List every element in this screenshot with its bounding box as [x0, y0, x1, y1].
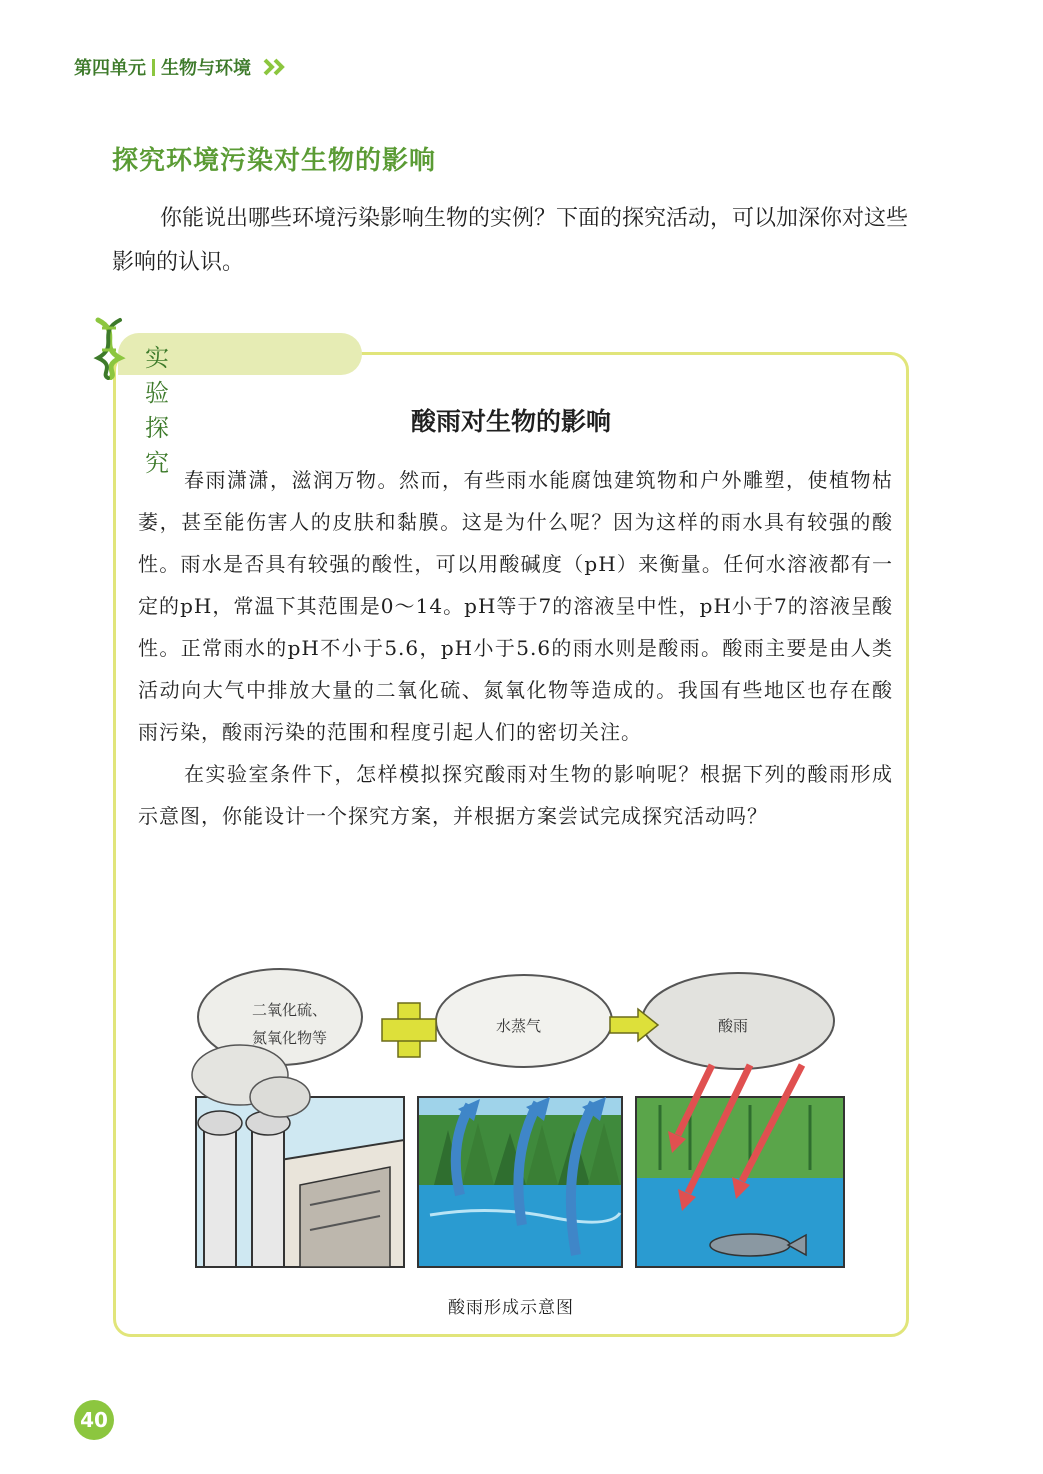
factory-panel — [196, 1097, 404, 1267]
intro-paragraph: 你能说出哪些环境污染影响生物的实例？下面的探究活动，可以加深你对这些影响的认识。 — [112, 206, 909, 275]
figure-caption: 酸雨形成示意图 — [448, 1298, 574, 1318]
body-paragraph: 春雨潇潇，滋润万物。然而，有些雨水能腐蚀建筑物和户外雕塑，使植物枯萎，甚至能伤害人的皮肤和黏膜。这是为什么呢？因为这样的雨水具有较强的酸性。雨水是否具有较强的酸性，可以用酸碱度（pH）来衡量。任何水溶液都有一定的pH，常温下其范围是0～14。pH等于7的溶液呈中性，pH小于7的溶液呈酸性。正常雨水的pH不小于5.6，pH小于5.6的雨水则是酸雨。酸雨主要是由人类活动向大气中排放大量的二氧化硫、氮氧化物等造成的。我国有些地区也存在酸雨污染，酸雨污染的范围和程度引起人们的密切关注。 — [138, 468, 893, 744]
topic-label: 生物与环境 — [161, 58, 251, 79]
body-paragraph: 在实验室条件下，怎样模拟探究酸雨对生物的影响呢？根据下列的酸雨形成示意图，你能设计一个探究方案，并根据方案尝试完成探究活动吗？ — [138, 762, 893, 828]
page-number: 40 — [74, 1400, 114, 1440]
header-divider — [152, 59, 155, 76]
plus-icon — [382, 1003, 436, 1057]
double-chevron-icon — [263, 58, 289, 76]
dna-icon — [90, 316, 130, 380]
acid-rain-diagram — [190, 955, 850, 1275]
cloud1-label-line1: 二氧化硫、 — [252, 1001, 328, 1019]
unit-label: 第四单元 — [74, 58, 146, 79]
running-header — [74, 54, 289, 80]
experiment-title: 酸雨对生物的影响 — [410, 407, 611, 436]
cloud2-label: 水蒸气 — [496, 1017, 542, 1035]
cloud3-label: 酸雨 — [718, 1017, 749, 1035]
tag-label: 实验探究 — [145, 344, 170, 477]
experiment-body — [138, 459, 893, 837]
fish-icon — [710, 1234, 790, 1256]
cloud1-label-line2: 氮氧化物等 — [252, 1029, 328, 1047]
section-title: 探究环境污染对生物的影响 — [112, 146, 437, 176]
